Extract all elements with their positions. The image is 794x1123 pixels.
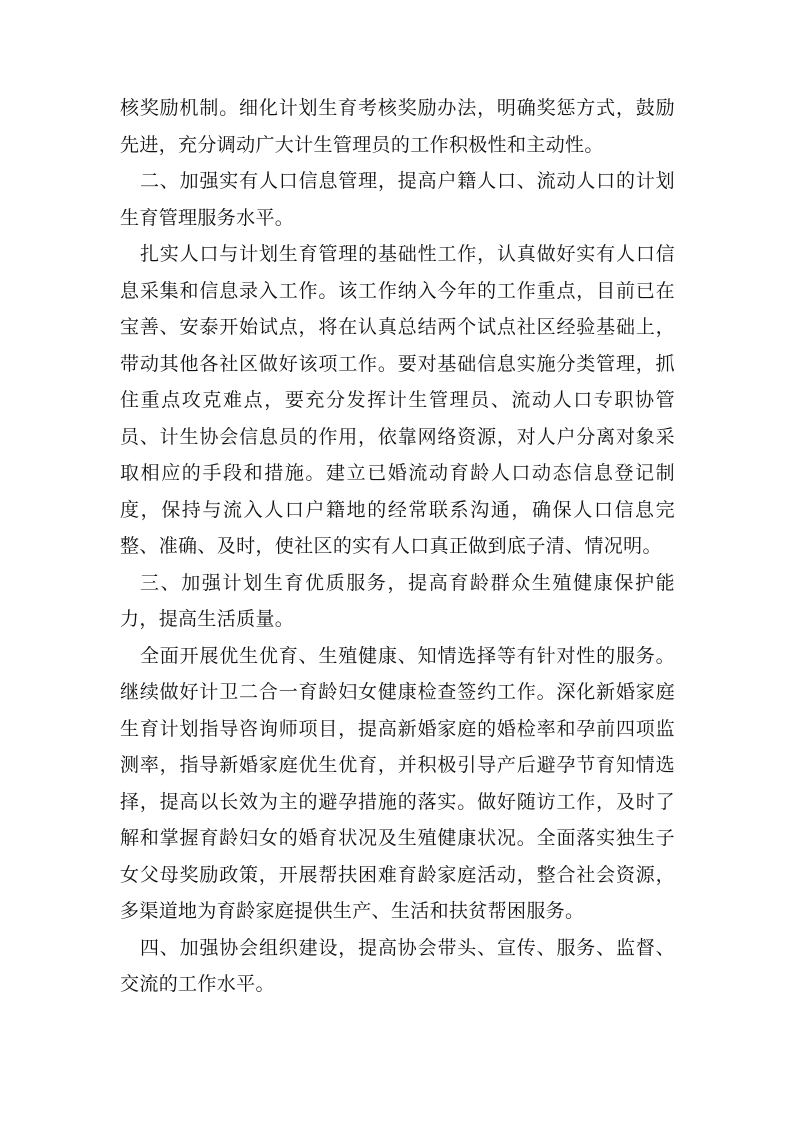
section-heading-population-info: 二、加强实有人口信息管理，提高户籍人口、流动人口的计划生育管理服务水平。 [120, 170, 675, 229]
document-body [120, 90, 675, 1003]
paragraph-assessment-rewards: 核奖励机制。细化计划生育考核奖励办法，明确奖惩方式，鼓励先进，充分调动广大计生管理员的工作积极性和主动性。 [120, 97, 675, 156]
section-heading-association-building: 四、加强协会组织建设，提高协会带头、宣传、服务、监督、交流的工作水平。 [120, 936, 675, 995]
section-heading-quality-service: 三、加强计划生育优质服务，提高育龄群众生殖健康保护能力，提高生活质量。 [120, 571, 675, 630]
paragraph-population-info: 扎实人口与计划生育管理的基础性工作，认真做好实有人口信息采集和信息录入工作。该工作纳入今年的工作重点，目前已在宝善、安泰开始试点，将在认真总结两个试点社区经验基础上，带动其他各社区做好该项工作。要对基础信息实施分类管理，抓住重点攻克难点，要充分发挥计生管理员、流动人口专职协管员、计生协会信息员的作用，依靠网络资源，对人户分离对象采取相应的手段和措施。建立已婚流动育龄人口动态信息登记制度，保持与流入人口户籍地的经常联系沟通，确保人口信息完整、准确、及时，使社区的实有人口真正做到底子清、情况明。 [120, 243, 675, 557]
paragraph-quality-service: 全面开展优生优育、生殖健康、知情选择等有针对性的服务。继续做好计卫二合一育龄妇女健康检查签约工作。深化新婚家庭生育计划指导咨询师项目，提高新婚家庭的婚检率和孕前四项监测率，指导新婚家庭优生优育，并积极引导产后避孕节育知情选择，提高以长效为主的避孕措施的落实。做好随访工作，及时了解和掌握育龄妇女的婚育状况及生殖健康状况。全面落实独生子女父母奖励政策，开展帮扶困难育龄家庭活动，整合社会资源，多渠道地为育龄家庭提供生产、生活和扶贫帮困服务。 [120, 644, 675, 922]
